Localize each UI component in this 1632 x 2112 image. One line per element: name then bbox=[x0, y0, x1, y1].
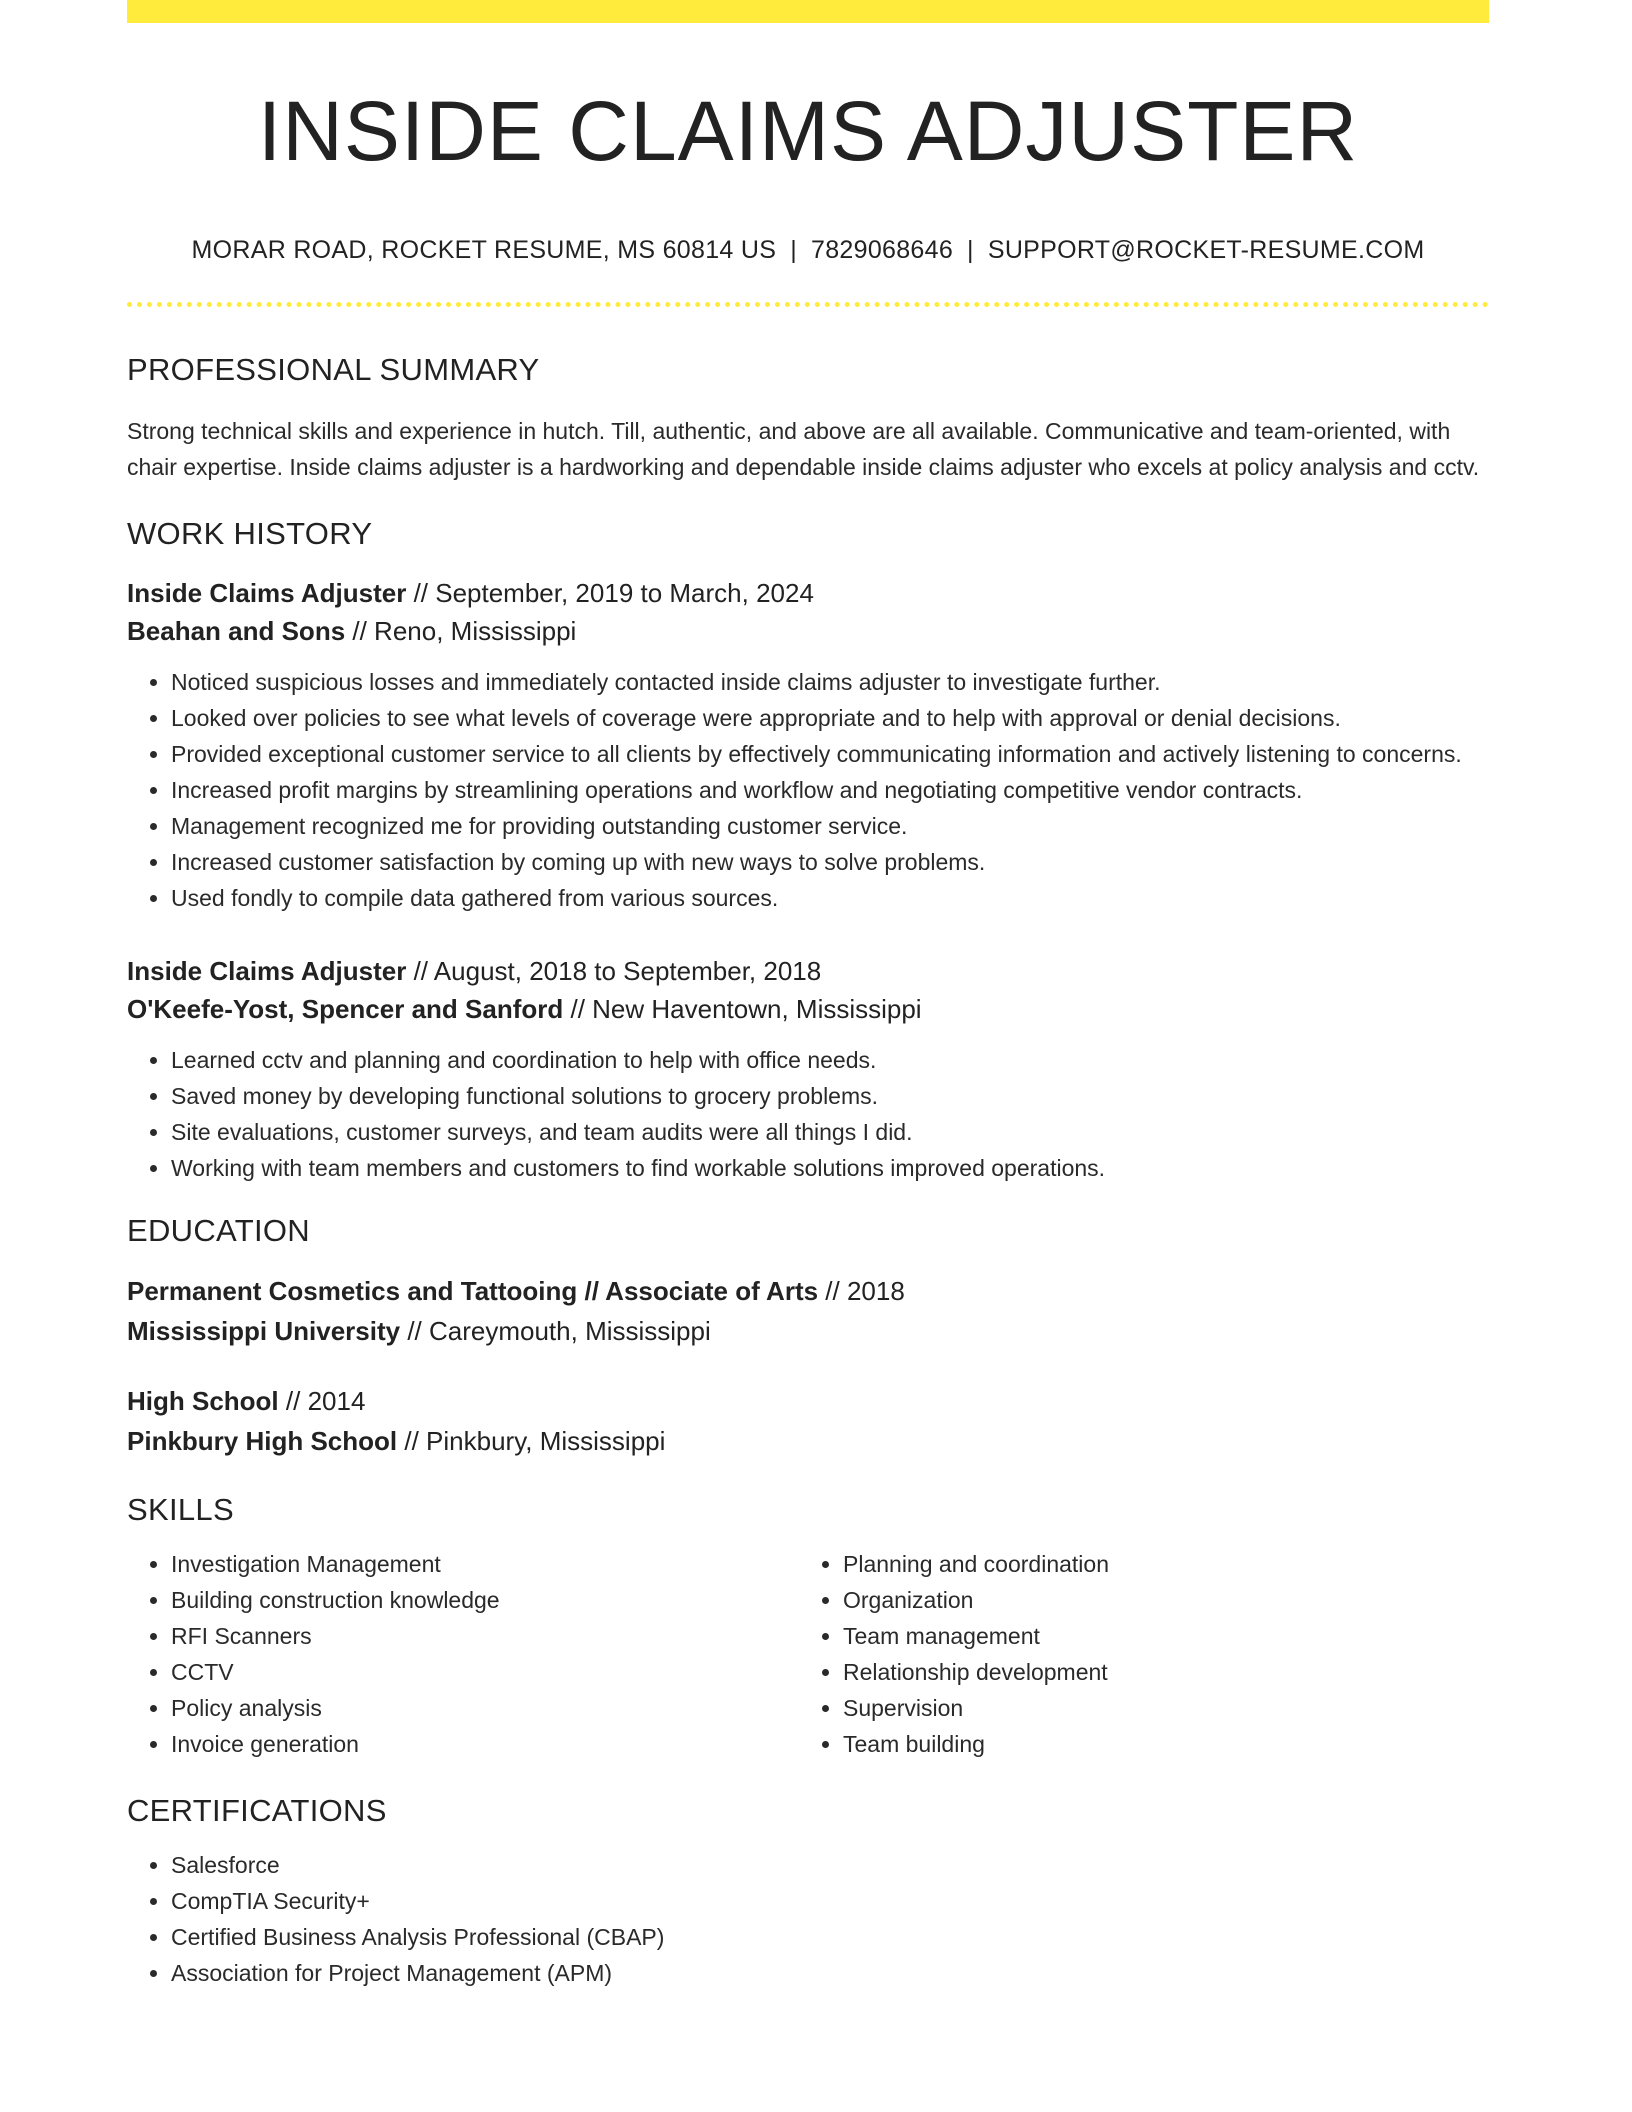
section-title-summary: PROFESSIONAL SUMMARY bbox=[127, 352, 540, 388]
list-item: • Increased profit margins by streamlining operations and workflow and negotiating competitive vendor contracts. bbox=[171, 772, 1489, 808]
list-item: • Increased customer satisfaction by coming up with new ways to solve problems. bbox=[171, 844, 1489, 880]
skill-item: • Relationship development bbox=[843, 1654, 1489, 1690]
skill-item: • CCTV bbox=[171, 1654, 799, 1690]
education-degree: High School bbox=[127, 1385, 279, 1416]
list-item: • Saved money by developing functional solutions to grocery problems. bbox=[171, 1078, 1489, 1114]
job-bullets bbox=[127, 1042, 1489, 1186]
skill-item: • Investigation Management bbox=[171, 1546, 799, 1582]
education-entry bbox=[127, 1381, 1489, 1461]
education-degree-line bbox=[127, 1381, 1489, 1421]
skill-item: • Planning and coordination bbox=[843, 1546, 1489, 1582]
list-item: • Noticed suspicious losses and immediately contacted inside claims adjuster to investigate further. bbox=[171, 664, 1489, 700]
education-school: Pinkbury High School bbox=[127, 1425, 398, 1456]
education-location: // Pinkbury, Mississippi bbox=[397, 1425, 666, 1456]
accent-bar bbox=[127, 0, 1489, 23]
skill-item: • Policy analysis bbox=[171, 1690, 799, 1726]
job-company: Beahan and Sons bbox=[127, 615, 346, 646]
section-title-skills: SKILLS bbox=[127, 1491, 234, 1527]
education-year: // 2018 bbox=[818, 1275, 905, 1306]
list-item: • Looked over policies to see what levels of coverage were appropriate and to help with approval or denial decisions. bbox=[171, 700, 1489, 736]
list-item: • Site evaluations, customer surveys, and team audits were all things I did. bbox=[171, 1114, 1489, 1150]
education-entry bbox=[127, 1271, 1489, 1351]
certification-item: • CompTIA Security+ bbox=[171, 1883, 1489, 1919]
certification-item: • Certified Business Analysis Professional (CBAP) bbox=[171, 1919, 1489, 1955]
contact-separator: | bbox=[790, 236, 797, 265]
job-location: // Reno, Mississippi bbox=[345, 615, 577, 646]
skills-column-2 bbox=[799, 1546, 1489, 1762]
skill-item: • Invoice generation bbox=[171, 1726, 799, 1762]
skill-item: • RFI Scanners bbox=[171, 1618, 799, 1654]
section-title-certifications: CERTIFICATIONS bbox=[127, 1793, 387, 1829]
skills-column-1 bbox=[127, 1546, 799, 1762]
education-degree: Permanent Cosmetics and Tattooing // Associate of Arts bbox=[127, 1275, 819, 1306]
skill-item: • Team building bbox=[843, 1726, 1489, 1762]
candidate-title: INSIDE CLAIMS ADJUSTER bbox=[257, 84, 1359, 178]
skill-item: • Supervision bbox=[843, 1690, 1489, 1726]
contact-line bbox=[127, 235, 1489, 265]
job-location: // New Haventown, Mississippi bbox=[563, 993, 922, 1024]
job-role: Inside Claims Adjuster bbox=[127, 577, 407, 608]
list-item: • Working with team members and customers to find workable solutions improved operations. bbox=[171, 1150, 1489, 1186]
job-entry bbox=[127, 574, 1489, 916]
skills-grid bbox=[127, 1546, 1489, 1762]
certification-item: • Association for Project Management (APM) bbox=[171, 1955, 1489, 1991]
education-location: // Careymouth, Mississippi bbox=[400, 1315, 711, 1346]
education-year: // 2014 bbox=[278, 1385, 366, 1416]
list-item: • Management recognized me for providing outstanding customer service. bbox=[171, 808, 1489, 844]
job-dates: // September, 2019 to March, 2024 bbox=[406, 577, 814, 608]
dotted-divider bbox=[127, 302, 1489, 307]
job-entry bbox=[127, 952, 1489, 1186]
list-item: • Used fondly to compile data gathered from various sources. bbox=[171, 880, 1489, 916]
resume-page bbox=[127, 0, 1489, 1991]
education-school-line bbox=[127, 1421, 1489, 1461]
job-company: O'Keefe-Yost, Spencer and Sanford bbox=[127, 993, 564, 1024]
summary-text: Strong technical skills and experience in hutch. Till, authentic, and above are all available. Communicative and team-oriented, with chair expertise. Inside claims adjuster is a hardworking and dependable inside claims adjuster who excels at policy analysis and cctv. bbox=[127, 417, 1480, 480]
education-degree-line bbox=[127, 1271, 1489, 1311]
job-role: Inside Claims Adjuster bbox=[127, 955, 407, 986]
certification-item: • Salesforce bbox=[171, 1847, 1489, 1883]
skill-item: • Building construction knowledge bbox=[171, 1582, 799, 1618]
contact-address: MORAR ROAD, ROCKET RESUME, MS 60814 US bbox=[191, 236, 777, 265]
job-company-line bbox=[127, 612, 1489, 650]
skill-item: • Organization bbox=[843, 1582, 1489, 1618]
certifications-list bbox=[127, 1847, 1489, 1991]
education-school: Mississippi University bbox=[127, 1315, 401, 1346]
job-dates: // August, 2018 to September, 2018 bbox=[406, 955, 822, 986]
list-item: • Provided exceptional customer service to all clients by effectively communicating information and actively listening to concerns. bbox=[171, 736, 1489, 772]
contact-email: SUPPORT@ROCKET-RESUME.COM bbox=[987, 236, 1425, 265]
job-bullets bbox=[127, 664, 1489, 916]
list-item: • Learned cctv and planning and coordination to help with office needs. bbox=[171, 1042, 1489, 1078]
section-title-work-history: WORK HISTORY bbox=[127, 515, 373, 551]
contact-separator: | bbox=[967, 236, 974, 265]
education-school-line bbox=[127, 1311, 1489, 1351]
job-role-line bbox=[127, 952, 1489, 990]
contact-phone: 7829068646 bbox=[811, 236, 954, 265]
job-company-line bbox=[127, 990, 1489, 1028]
job-role-line bbox=[127, 574, 1489, 612]
section-title-education: EDUCATION bbox=[127, 1212, 310, 1248]
skill-item: • Team management bbox=[843, 1618, 1489, 1654]
